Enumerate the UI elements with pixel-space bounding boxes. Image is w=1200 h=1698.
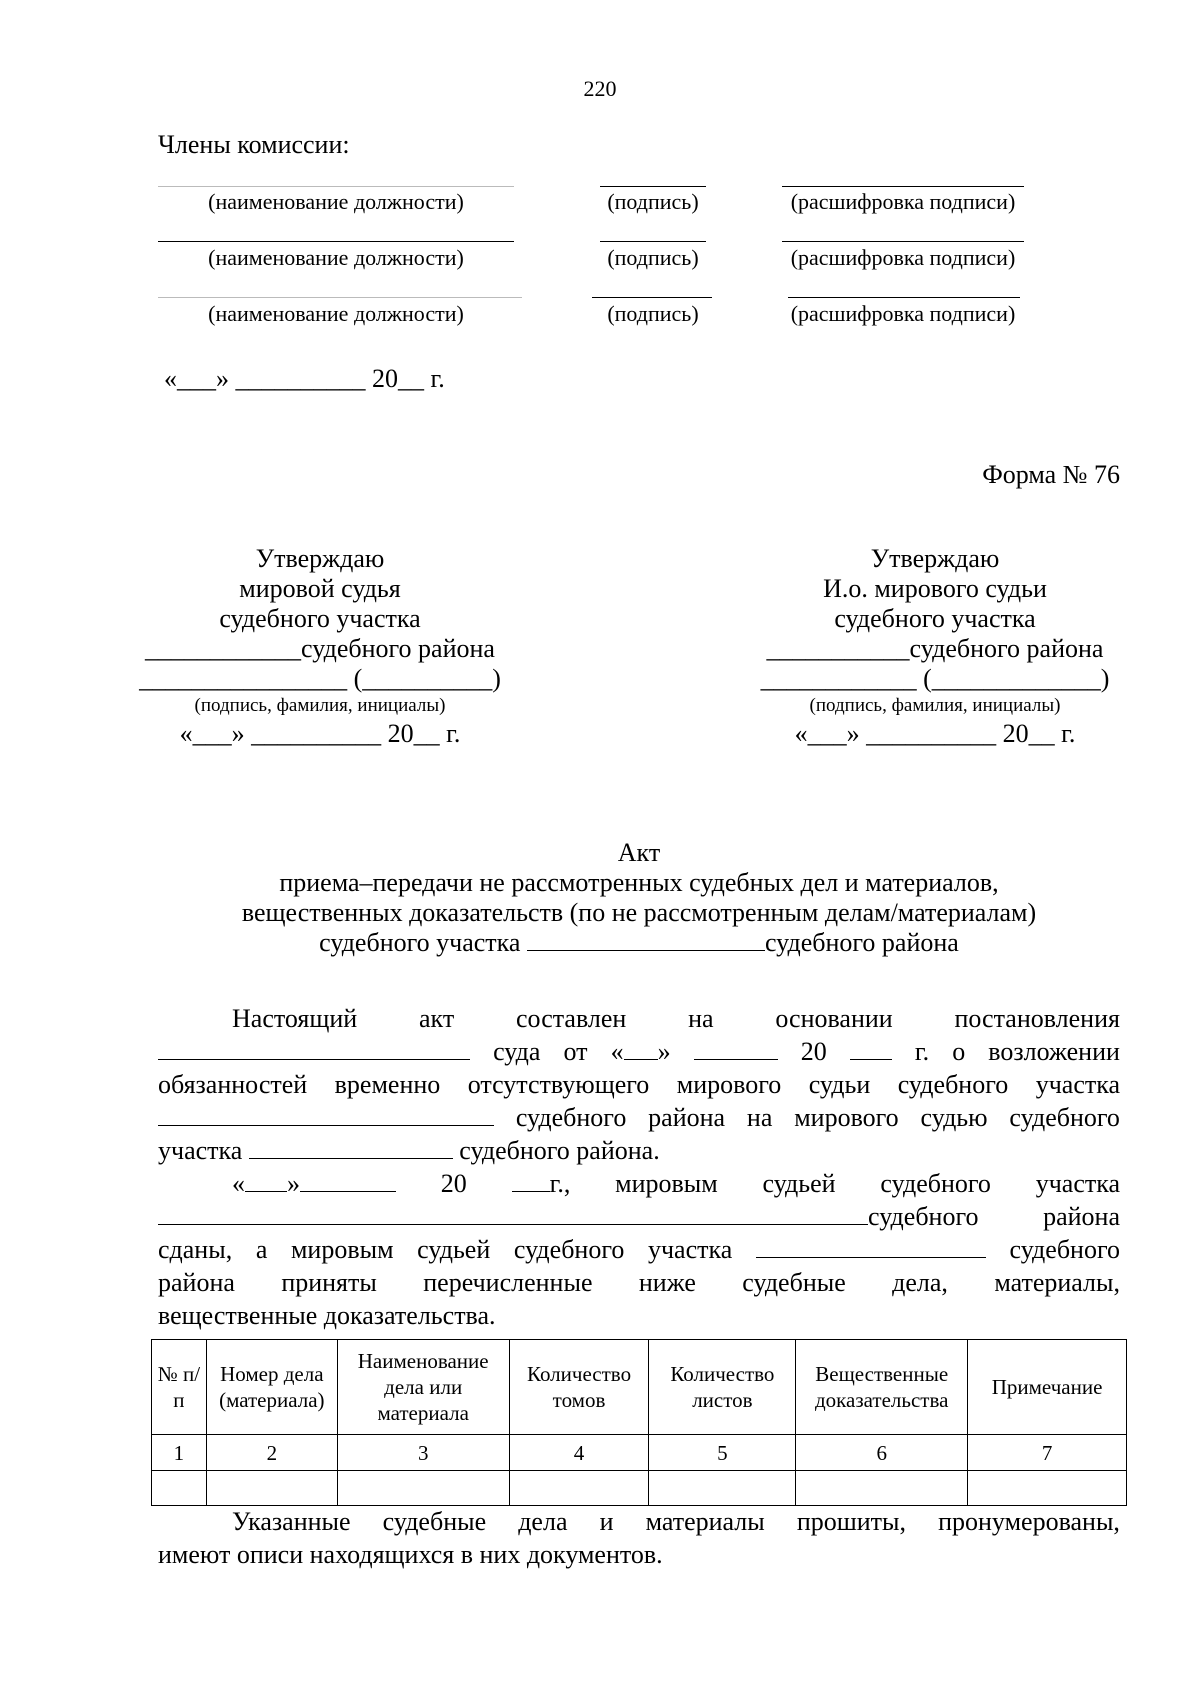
position-caption: (наименование должности)	[208, 301, 464, 326]
decode-caption: (расшифровка подписи)	[790, 301, 1016, 326]
blank-line	[245, 1169, 287, 1192]
approve-right-line: И.о. мирового судьи	[823, 574, 1047, 603]
signature-line	[600, 241, 706, 242]
blank-line	[756, 1235, 986, 1258]
position-line	[158, 241, 514, 242]
approve-left-line: ____________судебного района	[145, 634, 495, 663]
signature-line	[600, 186, 706, 187]
table-header-cell: № п/п	[152, 1340, 207, 1435]
table-header-cell: Количество томов	[509, 1340, 649, 1435]
table-cell: 4	[509, 1435, 649, 1471]
blank-line	[249, 1136, 453, 1159]
blank-line	[624, 1037, 658, 1060]
act-table	[151, 1339, 1127, 1506]
act-heading	[158, 838, 1120, 958]
approve-left-line: мировой судья	[239, 574, 401, 603]
table-cell: 6	[796, 1435, 968, 1471]
blank-line	[694, 1037, 778, 1060]
table-cell: 5	[649, 1435, 796, 1471]
commission-title: Члены комиссии:	[158, 130, 350, 159]
signature-caption: (подпись)	[607, 189, 699, 214]
blank-line	[850, 1037, 892, 1060]
position-caption: (наименование должности)	[208, 189, 464, 214]
decode-caption: (расшифровка подписи)	[790, 189, 1016, 214]
table-cell	[509, 1471, 649, 1506]
table-cell	[337, 1471, 509, 1506]
approve-right-line: судебного участка	[834, 604, 1036, 633]
approve-left-caption: (подпись, фамилия, инициалы)	[194, 695, 446, 716]
table-cell: 1	[152, 1435, 207, 1471]
blank-line	[527, 928, 765, 951]
blank-line	[512, 1169, 550, 1192]
approve-left-line: судебного участка	[219, 604, 421, 633]
footer-line: имеют описи находящихся в них документов.	[158, 1540, 663, 1569]
body-line: участка судебного района.	[158, 1136, 660, 1165]
decode-caption: (расшифровка подписи)	[790, 245, 1016, 270]
approve-right-line: ___________судебного района	[766, 634, 1104, 663]
table-header-cell: Наименование дела или материала	[337, 1340, 509, 1435]
body-line: судебного района на мирового судью судебного	[158, 1103, 1120, 1133]
approve-right-line: ____________ (_____________)	[760, 664, 1110, 693]
body-line: Настоящий акт составлен на основании постановления	[232, 1004, 1120, 1033]
commission-date: «___» __________ 20__ г.	[164, 364, 445, 393]
table-header-cell: Примечание	[968, 1340, 1127, 1435]
form-number: Форма № 76	[982, 460, 1120, 489]
decode-line	[788, 297, 1020, 298]
body-line: « » 20 г., мировым судьей судебного участка	[232, 1169, 1120, 1198]
signature-line	[592, 297, 712, 298]
table-number-row	[152, 1435, 1127, 1471]
act-subtitle: вещественных доказательств (по не рассмотренным делам/материалам)	[241, 898, 1037, 927]
signature-caption: (подпись)	[607, 301, 699, 326]
body-line: судебного района	[158, 1202, 1120, 1232]
table-cell	[796, 1471, 968, 1506]
decode-line	[782, 186, 1024, 187]
signature-caption: (подпись)	[607, 245, 699, 270]
position-caption: (наименование должности)	[208, 245, 464, 270]
approve-left-line: ________________ (__________)	[139, 664, 501, 693]
table-cell: 7	[968, 1435, 1127, 1471]
table-cell	[152, 1471, 207, 1506]
approve-right	[735, 544, 1135, 749]
blank-line	[158, 1202, 868, 1225]
table-header-cell: Количество листов	[649, 1340, 796, 1435]
table-header-cell: Номер дела (материала)	[206, 1340, 337, 1435]
body-line: суда от « » 20 г. о возложении	[158, 1037, 1120, 1067]
act-title: Акт	[617, 838, 661, 867]
body-line: района приняты перечисленные ниже судебные дела, материалы,	[158, 1268, 1120, 1297]
approve-right-date: «___» __________ 20__ г.	[794, 719, 1076, 748]
table-header-row	[152, 1340, 1127, 1435]
approve-left-line: Утверждаю	[255, 544, 385, 573]
approve-right-caption: (подпись, фамилия, инициалы)	[809, 695, 1061, 716]
table-header-cell: Вещественные доказательства	[796, 1340, 968, 1435]
body-line: обязанностей временно отсутствующего мирового судьи судебного участка	[158, 1070, 1120, 1099]
table-row	[152, 1471, 1127, 1506]
act-subtitle: приема–передачи не рассмотренных судебных дел и материалов,	[279, 868, 999, 897]
blank-line	[300, 1169, 396, 1192]
table-cell	[206, 1471, 337, 1506]
table-cell	[649, 1471, 796, 1506]
footer-line: Указанные судебные дела и материалы прошиты, пронумерованы,	[232, 1507, 1120, 1536]
decode-line	[782, 241, 1024, 242]
act-subtitle: судебного участка судебного района	[319, 928, 959, 957]
page-number: 220	[583, 76, 617, 101]
table-cell: 3	[337, 1435, 509, 1471]
blank-line	[158, 1103, 494, 1126]
body-line: вещественные доказательства.	[158, 1301, 496, 1330]
position-line	[158, 297, 522, 298]
approve-right-line: Утверждаю	[870, 544, 1000, 573]
position-line	[158, 186, 514, 187]
approve-left	[120, 544, 520, 749]
approve-left-date: «___» __________ 20__ г.	[179, 719, 461, 748]
table-cell: 2	[206, 1435, 337, 1471]
table-cell	[968, 1471, 1127, 1506]
blank-line	[158, 1037, 470, 1060]
body-line: сданы, а мировым судьей судебного участка судебного	[158, 1235, 1120, 1264]
